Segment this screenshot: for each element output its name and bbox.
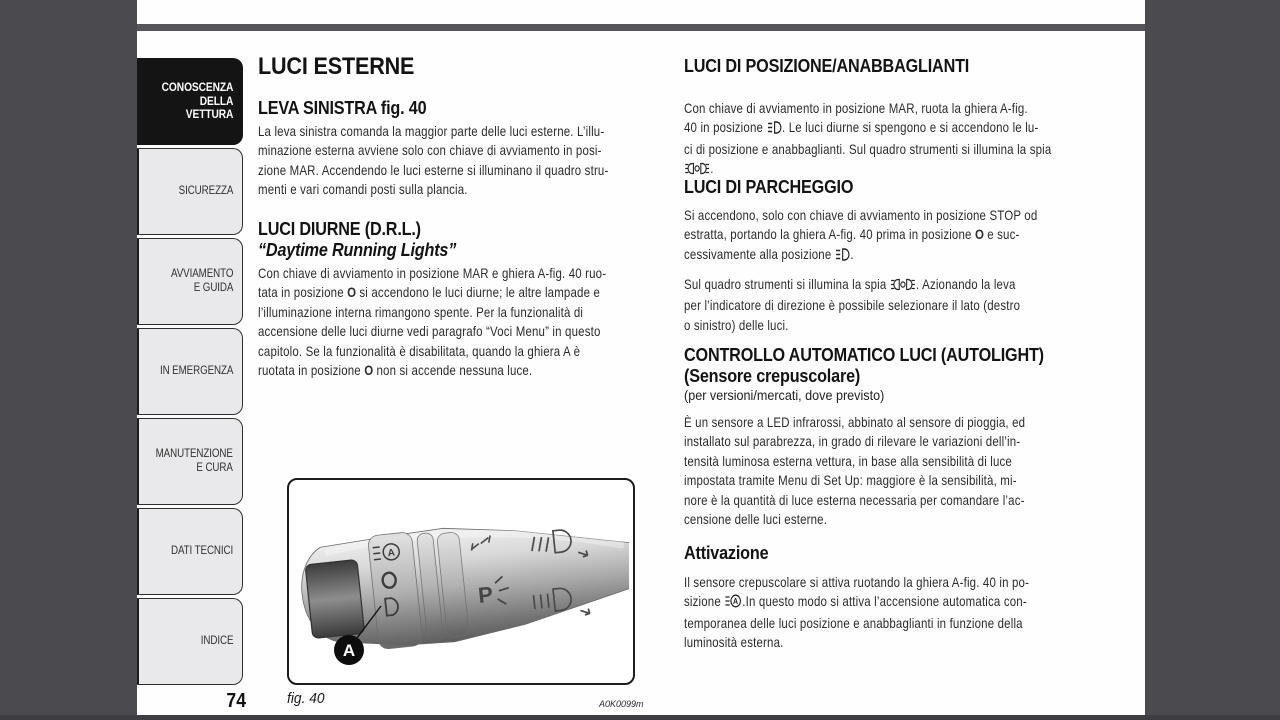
sidebar-tab-sicurezza[interactable] (137, 148, 243, 235)
figure-caption: fig. 40 (287, 690, 325, 707)
autolight-icon (725, 594, 741, 613)
article-title: LUCI ESTERNE (258, 53, 415, 80)
page-number: 74 (226, 690, 246, 712)
side-lights-icon (767, 120, 781, 139)
heading-luci-diurne: LUCI DIURNE (D.R.L.) “Daytime Running Lights” (258, 219, 457, 260)
manual-page (137, 0, 1145, 720)
paragraph-luci-diurne: Con chiave di avviamento in posizione MAR e ghiera A-fig. 40 ruo- tata in posizione O si accendono le luci diurne; le altre lampade e l’illuminazione interna rimangono spente. Per la funzionalità di accensione delle luci diurne vedi paragrafo “Voci Menu” in questo capitolo. Se la funzionalità è disabilitata, quando la ghiera A è ruotata in posizione O non si accende nessuna luce. (258, 265, 607, 379)
sidebar-tab-label: MANUTENZIONE E CURA (155, 448, 233, 474)
page-top-rule (137, 24, 1145, 31)
side-lights-icon (836, 247, 850, 266)
paragraph-luci-parcheggio-1: Si accendono, solo con chiave di avviamento in posizione STOP od estratta, portando la ghiera A-fig. 40 prima in posizione O e suc- cessivamente alla posizione . (684, 206, 1037, 266)
sidebar-tab-conoscenza-della-vettura[interactable] (137, 58, 243, 145)
stalk-figure-image (289, 480, 629, 679)
heading-luci-parcheggio: LUCI DI PARCHEGGIO (684, 177, 854, 197)
sidebar-tabs (137, 58, 244, 688)
svg-text:A: A (387, 547, 396, 560)
figure-frame (287, 478, 635, 685)
sidebar-tab-label: DATI TECNICI (170, 544, 233, 557)
sidebar-tab-label: SICUREZZA (178, 184, 233, 197)
paragraph-attivazione: Il sensore crepuscolare si attiva ruotando la ghiera A-fig. 40 in po- sizione A .In questo modo si attiva l’accensione automatica con- temporanea delle luci posizione e anabbaglianti in funzione della luminosità esterna. (684, 574, 1030, 651)
callout-a-label: A (342, 641, 356, 660)
sidebar-tab-label: IN EMERGENZA (159, 364, 233, 377)
heading-leva-sinistra: LEVA SINISTRA fig. 40 (258, 98, 427, 118)
sidebar-tab-in-emergenza[interactable] (137, 328, 243, 415)
heading-luci-posizione: LUCI DI POSIZIONE/ANABBAGLIANTI (684, 56, 970, 76)
heading-autolight: CONTROLLO AUTOMATICO LUCI (AUTOLIGHT) (Sensore crepuscolare) (per versioni/mercati, dove previsto) (684, 345, 1044, 403)
sidebar-tab-dati-tecnici[interactable] (137, 508, 243, 595)
viewer-bottom-bar (0, 715, 1280, 720)
sidebar-tab-indice[interactable] (137, 598, 243, 685)
parking-telltale-icon (891, 277, 916, 296)
sidebar-tab-avviamento-e-guida[interactable] (137, 238, 243, 325)
svg-text:A: A (733, 596, 739, 607)
paragraph-leva-sinistra: La leva sinistra comanda la maggior parte delle luci esterne. L’illu- minazione esterna avviene solo con chiave di avviamento in posi- zione MAR. Accendendo le luci esterne si illuminano il quadro stru- menti e vari comandi posti sulla plancia. (258, 123, 609, 198)
sidebar-tab-manutenzione-e-cura[interactable] (137, 418, 243, 505)
sidebar-tab-label: INDICE (200, 634, 233, 647)
heading-attivazione: Attivazione (684, 543, 769, 563)
sidebar-tab-label: AVVIAMENTO E GUIDA (170, 268, 233, 294)
paragraph-luci-posizione: Con chiave di avviamento in posizione MAR, ruota la ghiera A-fig. 40 in posizione . Le luci diurne si spengono e si accendono le lu- ci di posizione e anabbaglianti. Sul quadro strumenti si illumina la spia . (684, 99, 1051, 181)
stalk-end-panel (305, 559, 364, 638)
figure-code: A0K0099m (599, 699, 644, 709)
svg-text:P: P (476, 581, 495, 608)
paragraph-autolight: È un sensore a LED infrarossi, abbinato al sensore di pioggia, ed installato sul parabrezza, in grado di rilevare le variazioni dell’in- tensità luminosa esterna vettura, in base alla sensibilità di luce impostata tramite Menu di Set Up: maggiore è la sensibilità, mi- nore è la quantità di luce esterna necessaria per comandare l’ac- censione delle luci esterne. (684, 414, 1026, 528)
paragraph-luci-parcheggio-2: Sul quadro strumenti si illumina la spia . Azionando la leva per l’indicatore di direzione è possibile selezionare il lato (destro o sinistro) delle luci. (684, 276, 1021, 333)
sidebar-tab-label: CONOSCENZA DELLA VETTURA (161, 80, 233, 122)
